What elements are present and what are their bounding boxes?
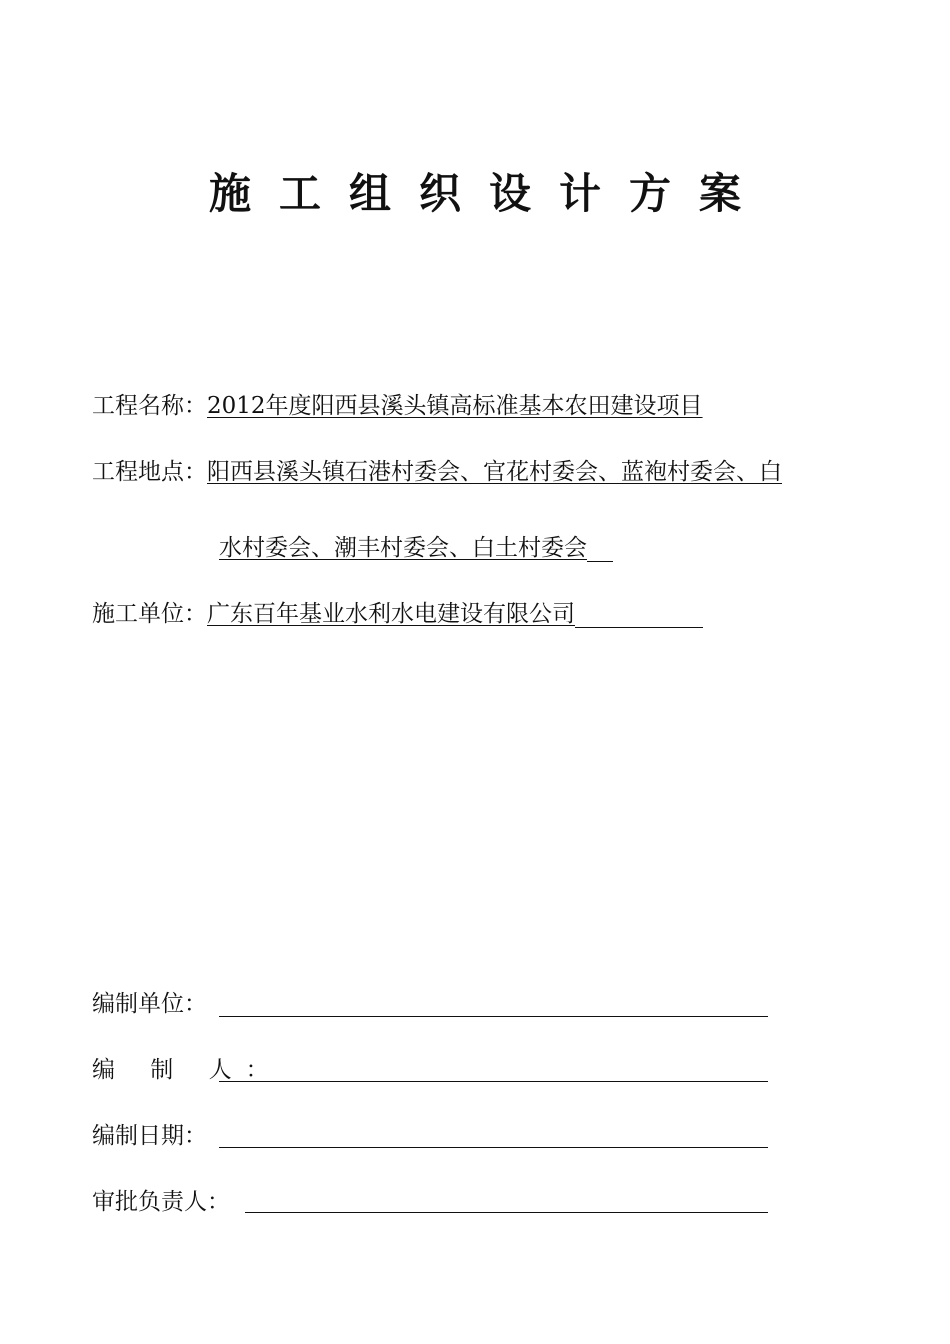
contractor-label: 施工单位： [92, 601, 207, 627]
date-label: 编制日期： [92, 1123, 207, 1149]
document-title: 施工组织设计方案 [208, 169, 769, 218]
project-location-label: 工程地点： [92, 459, 207, 485]
project-name-row [92, 390, 703, 422]
underline-filler [575, 598, 703, 628]
compiler-unit-row [92, 988, 207, 1020]
project-location-value-line1: 阳西县溪头镇石港村委会、官花村委会、蓝袍村委会、白 [207, 459, 782, 485]
approver-blank [245, 1212, 768, 1213]
project-name-label: 工程名称： [92, 393, 207, 419]
date-row [92, 1120, 207, 1152]
approver-row [92, 1186, 230, 1218]
compiler-label: 编 制 人： [92, 1057, 283, 1083]
compiler-blank [219, 1081, 768, 1082]
project-location-value-line2: 水村委会、潮丰村委会、白土村委会 [219, 535, 587, 561]
approver-label: 审批负责人： [92, 1189, 230, 1215]
compiler-unit-label: 编制单位： [92, 991, 207, 1017]
compiler-unit-blank [219, 1016, 768, 1017]
date-blank [219, 1147, 768, 1148]
contractor-value: 广东百年基业水利水电建设有限公司 [207, 601, 575, 627]
project-location-row [92, 456, 782, 488]
project-location-continuation [219, 532, 613, 564]
underline-filler [587, 532, 613, 562]
project-name-value: 2012年度阳西县溪头镇高标准基本农田建设项目 [207, 393, 703, 419]
contractor-row [92, 598, 703, 630]
